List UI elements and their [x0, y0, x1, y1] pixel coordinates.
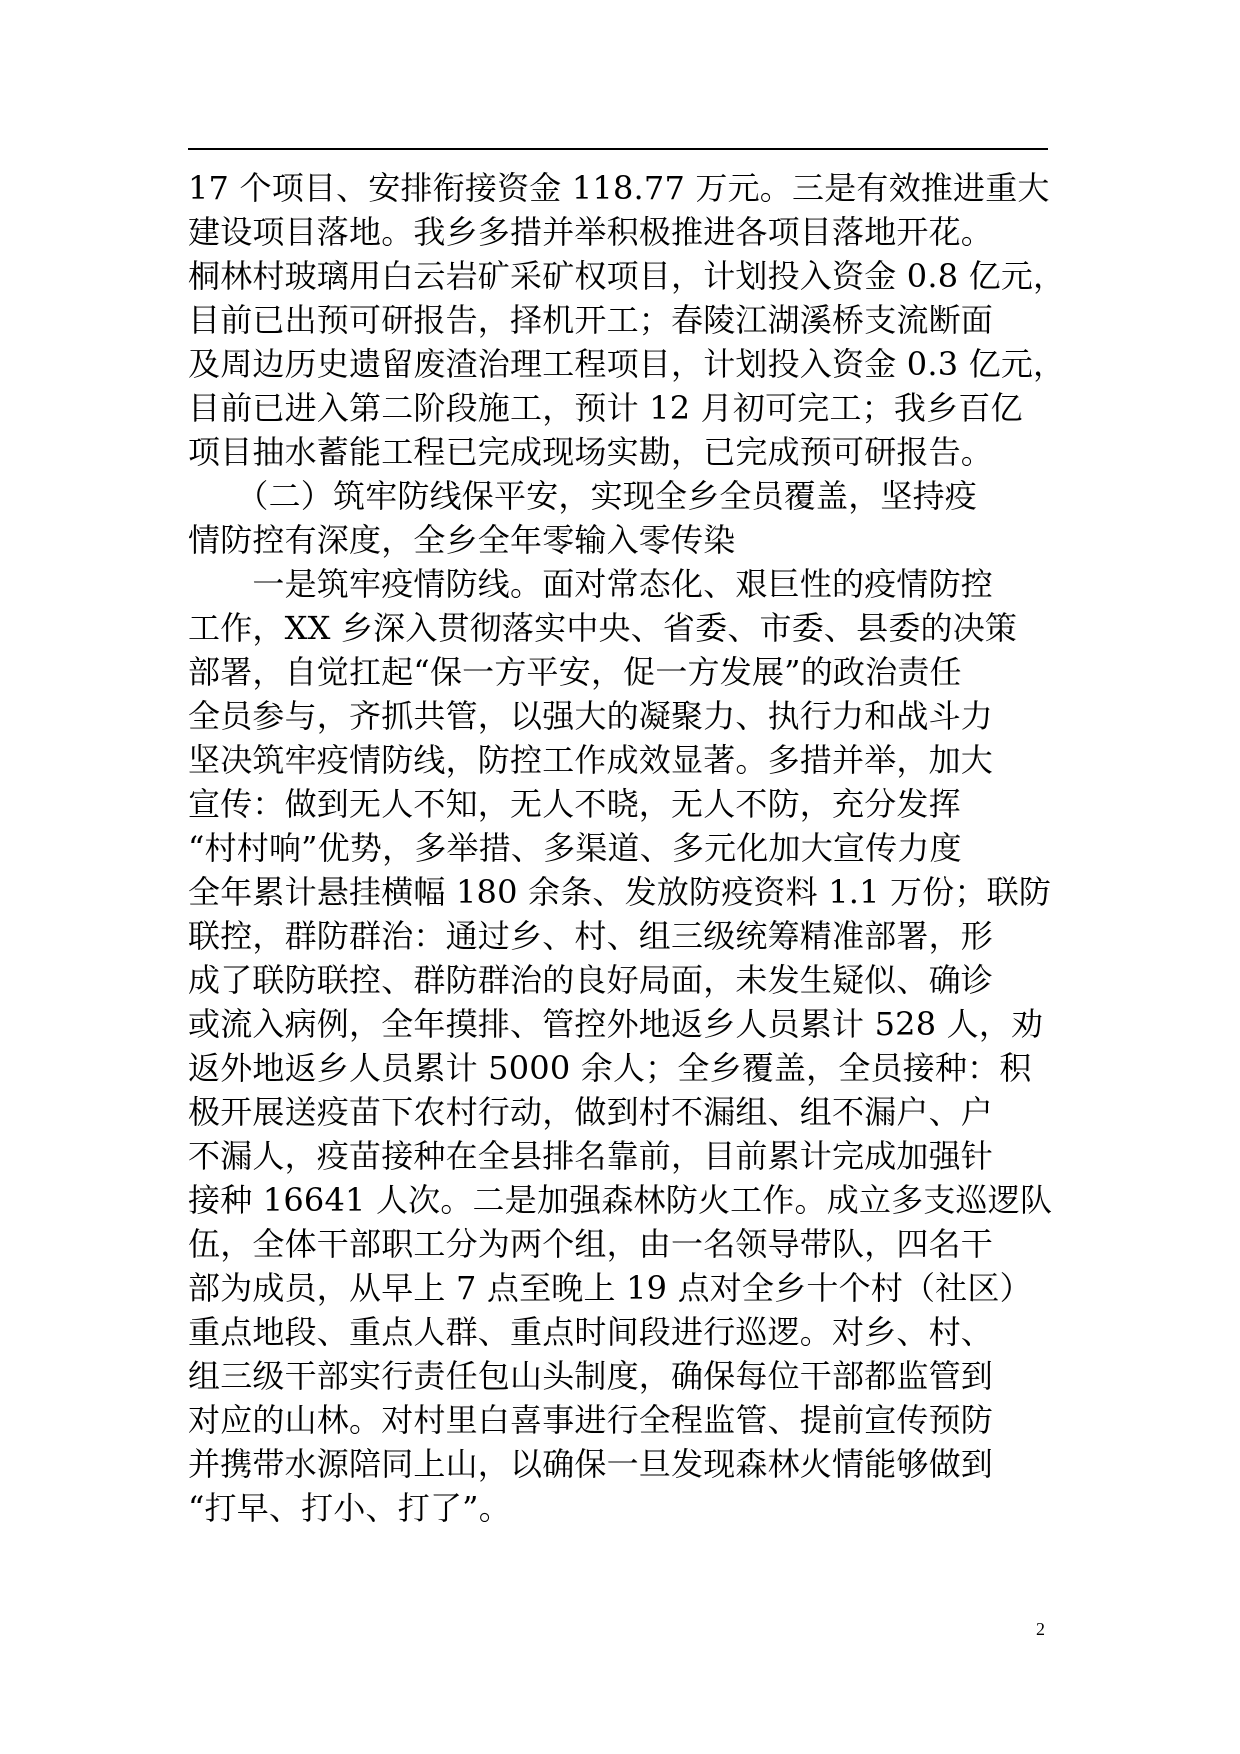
- text-line: 建设项目落地。我乡多措并举积极推进各项目落地开花。: [188, 213, 994, 251]
- text-line: 组三级干部实行责任包山头制度，确保每位干部都监管到: [188, 1357, 994, 1395]
- text-line: 一是筑牢疫情防线。面对常态化、艰巨性的疫情防控: [188, 565, 994, 603]
- text-line: 桐林村玻璃用白云岩矿采矿权项目，计划投入资金 0.8 亿元，: [188, 257, 1066, 295]
- text-line: 宣传：做到无人不知，无人不晓，无人不防，充分发挥: [188, 785, 961, 823]
- text-line: 伍，全体干部职工分为两个组，由一名领导带队，四名干: [188, 1225, 994, 1263]
- text-line: 及周边历史遗留废渣治理工程项目，计划投入资金 0.3 亿元，: [188, 345, 1066, 383]
- text-line: 不漏人，疫苗接种在全县排名靠前，目前累计完成加强针: [188, 1137, 994, 1175]
- text-line: 接种 16641 人次。二是加强森林防火工作。成立多支巡逻队: [188, 1181, 1053, 1219]
- text-line: 工作，XX 乡深入贯彻落实中央、省委、市委、县委的决策: [188, 609, 1018, 647]
- text-line: 成了联防联控、群防群治的良好局面，未发生疑似、确诊: [188, 961, 994, 999]
- text-line: 项目抽水蓄能工程已完成现场实勘，已完成预可研报告。: [188, 433, 994, 471]
- header-rule: [188, 148, 1048, 150]
- page-number: 2: [1036, 1619, 1045, 1639]
- text-line: 极开展送疫苗下农村行动，做到村不漏组、组不漏户、户: [188, 1093, 994, 1131]
- text-line: 部为成员，从早上 7 点至晚上 19 点对全乡十个村（社区）: [188, 1269, 1032, 1307]
- text-line: “村村响”优势，多举措、多渠道、多元化加大宣传力度: [188, 829, 962, 867]
- text-line: 全年累计悬挂横幅 180 余条、发放防疫资料 1.1 万份；联防: [188, 873, 1052, 911]
- body-text: [188, 166, 1066, 1530]
- text-line: 17 个项目、安排衔接资金 118.77 万元。三是有效推进重大: [188, 169, 1050, 207]
- text-line: 部署，自觉扛起“保一方平安，促一方发展”的政治责任: [188, 653, 962, 691]
- text-line: 坚决筑牢疫情防线，防控工作成效显著。多措并举，加大: [188, 741, 994, 779]
- text-line: “打早、打小、打了”。: [188, 1489, 511, 1527]
- section-heading-line: 情防控有深度，全乡全年零输入零传染: [188, 521, 736, 559]
- text-line: 目前已进入第二阶段施工，预计 12 月初可完工；我乡百亿: [188, 389, 1023, 427]
- text-line: 目前已出预可研报告，择机开工；春陵江湖溪桥支流断面: [188, 301, 994, 339]
- text-line: 并携带水源陪同上山，以确保一旦发现森林火情能够做到: [188, 1445, 994, 1483]
- section-heading-line: （二）筑牢防线保平安，实现全乡全员覆盖，坚持疫: [188, 477, 978, 515]
- text-line: 全员参与，齐抓共管，以强大的凝聚力、执行力和战斗力: [188, 697, 994, 735]
- text-line: 对应的山林。对村里白喜事进行全程监管、提前宣传预防: [188, 1401, 994, 1439]
- text-line: 重点地段、重点人群、重点时间段进行巡逻。对乡、村、: [188, 1313, 994, 1351]
- text-line: 联控，群防群治：通过乡、村、组三级统筹精准部署，形: [188, 917, 994, 955]
- text-line: 或流入病例，全年摸排、管控外地返乡人员累计 528 人，劝: [188, 1005, 1044, 1043]
- text-line: 返外地返乡人员累计 5000 余人；全乡覆盖，全员接种：积: [188, 1049, 1032, 1087]
